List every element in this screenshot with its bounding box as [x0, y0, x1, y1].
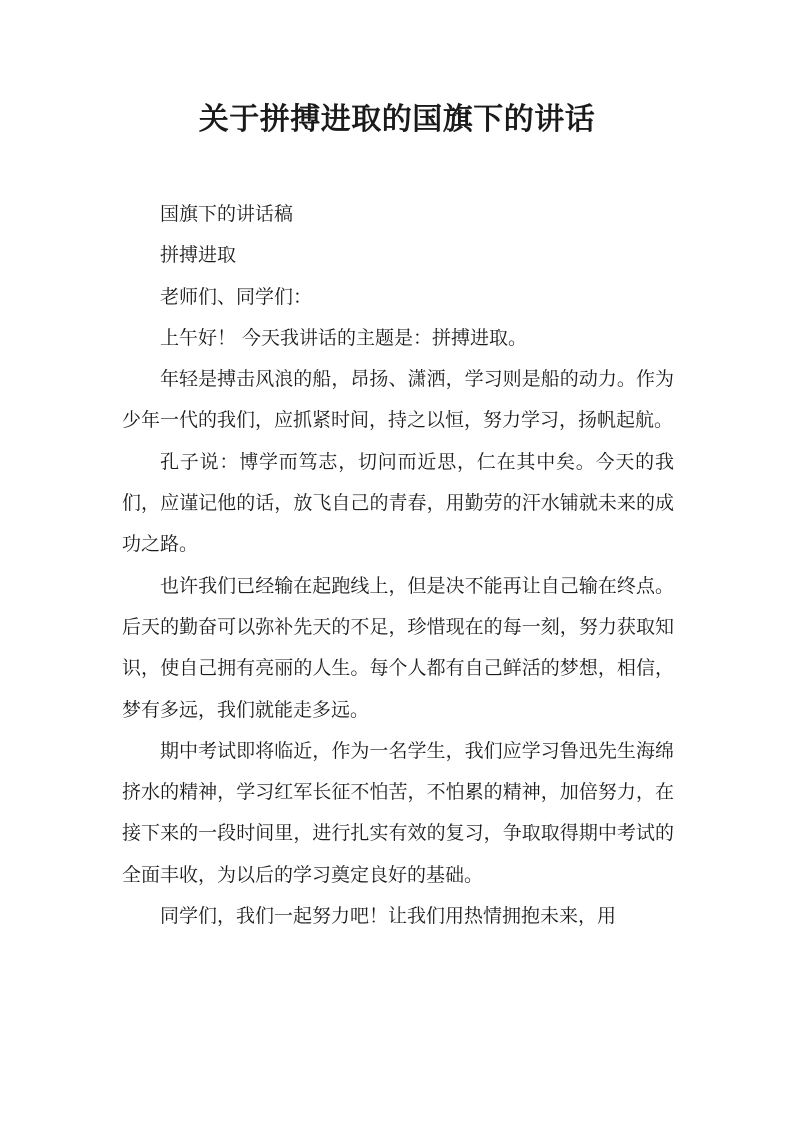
paragraph: 同学们，我们一起努力吧！让我们用热情拥抱未来，用 — [160, 905, 617, 928]
paragraph-greeting: 上午好！ 今天我讲话的主题是：拼搏进取。 — [160, 326, 528, 349]
paragraph: 也许我们已经输在起跑线上，但是决不能再让自己输在终点。后天的勤奋可以弥补先天的不足，珍惜现在的每一刻，努力获取知识，使自己拥有亮丽的人生。每个人都有自己鲜活的梦想，相信，梦有多远，我们就能走多远。 — [122, 574, 674, 721]
paragraph-topic: 拼搏进取 — [160, 244, 237, 267]
paragraph: 孔子说：博学而笃志，切问而近思，仁在其中矣。今天的我们，应谨记他的话，放飞自己的青春，用勤劳的汗水铺就未来的成功之路。 — [122, 450, 674, 556]
paragraph: 年轻是搏击风浪的船，昂扬、潇洒，学习则是船的动力。作为少年一代的我们，应抓紧时间，持之以恒，努力学习，扬帆起航。 — [122, 368, 674, 432]
paragraph-salutation: 老师们、同学们： — [160, 285, 313, 308]
paragraph: 期中考试即将临近，作为一名学生，我们应学习鲁迅先生海绵挤水的精神，学习红军长征不怕苦，不怕累的精神，加倍努力，在接下来的一段时间里，进行扎实有效的复习，争取取得期中考试的全面丰收，为以后的学习奠定良好的基础。 — [122, 739, 674, 886]
document-body — [122, 194, 674, 937]
paragraph-heading: 国旗下的讲话稿 — [160, 203, 294, 225]
document-title: 关于拼搏进取的国旗下的讲话 — [198, 102, 596, 137]
